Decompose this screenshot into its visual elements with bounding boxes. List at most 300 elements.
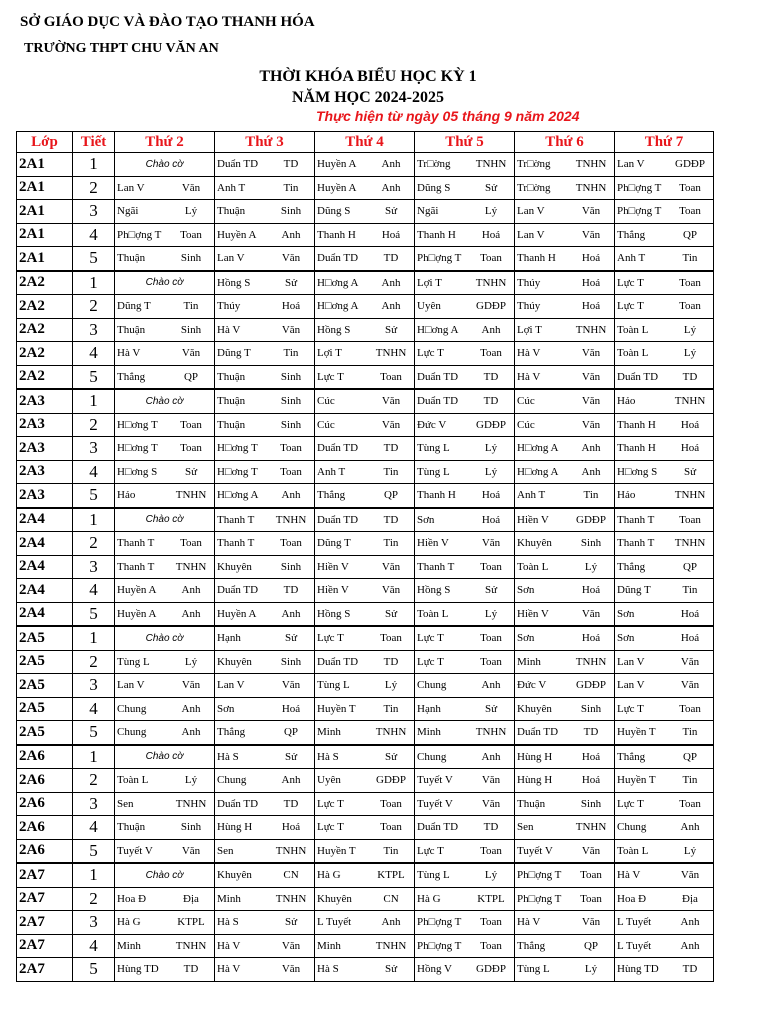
subject-name: Lý [484,205,498,218]
table-row [17,863,714,887]
lesson-cell [415,532,515,556]
table-row [17,365,714,389]
lesson-cell [315,887,415,911]
lesson-cell [215,437,315,461]
table-row [17,342,714,366]
subject-name: Văn [281,963,301,976]
teacher-name: Lực T [317,797,344,810]
lesson-cell [415,769,515,793]
lesson-cell [415,176,515,200]
period-cell: 4 [73,223,115,247]
subject-name: Anh [680,916,700,929]
lesson-cell [615,247,714,271]
teacher-name: Huyền A [117,607,157,620]
table-row [17,579,714,603]
lesson-cell [315,460,415,484]
teacher-name: Ph□ợng T [117,228,162,241]
lesson-cell [515,792,615,816]
period-cell: 1 [73,863,115,887]
teacher-name: H□ơng A [217,489,259,502]
period-cell: 3 [73,200,115,224]
teacher-name: Lan V [117,181,145,194]
table-row [17,602,714,626]
table-row [17,721,714,745]
lesson-cell [615,863,714,887]
teacher-name: Hà G [317,869,341,882]
teacher-name: L Tuyết [617,916,652,929]
subject-name: TD [383,513,399,526]
teacher-name: Lợi T [517,323,542,336]
lesson-cell [515,674,615,698]
class-cell: 2A1 [17,247,73,271]
lesson-cell [315,247,415,271]
lesson-cell [315,200,415,224]
subject-name: Hoá [680,442,700,455]
lesson-cell [315,176,415,200]
lesson-cell [615,674,714,698]
class-cell: 2A7 [17,911,73,935]
teacher-name: Hồng V [417,963,452,976]
subject-name: Hoá [680,632,700,645]
lesson-cell [115,626,215,650]
lesson-cell [215,626,315,650]
lesson-cell [215,318,315,342]
lesson-cell [315,792,415,816]
teacher-name: Lực T [417,844,444,857]
class-cell: 2A6 [17,792,73,816]
subject-name: Toan [679,276,701,289]
subject-name: Văn [181,347,201,360]
lesson-cell [515,532,615,556]
subject-name: Văn [481,774,501,787]
subject-name: Sinh [580,797,602,810]
period-cell: 1 [73,153,115,177]
lesson-cell [215,816,315,840]
class-cell: 2A7 [17,887,73,911]
teacher-name: H□ơng A [517,442,559,455]
subject-name: Toan [480,632,502,645]
subject-name: QP [183,370,199,383]
teacher-name: Lực T [617,276,644,289]
period-cell: 4 [73,816,115,840]
lesson-cell [315,674,415,698]
teacher-name: Hiền V [517,513,549,526]
teacher-name: Sơn [217,702,235,715]
lesson-cell [315,437,415,461]
lesson-cell [515,389,615,413]
lesson-cell [515,769,615,793]
teacher-name: Toàn L [617,323,649,336]
subject-name: TD [682,370,698,383]
col-header-thu5: Thứ 5 [415,132,515,153]
teacher-name: Lực T [417,655,444,668]
lesson-cell [215,911,315,935]
subject-name: Toan [679,797,701,810]
class-cell: 2A1 [17,153,73,177]
teacher-name: Thanh T [617,537,655,550]
class-cell: 2A6 [17,839,73,863]
subject-name: Toan [679,205,701,218]
lesson-cell [515,342,615,366]
lesson-cell [615,271,714,295]
lesson-cell [315,295,415,319]
lesson-cell [215,650,315,674]
subject-name: Lý [184,655,198,668]
subject-name: Văn [581,418,601,431]
subject-name: TNHN [475,158,507,171]
lesson-cell [415,223,515,247]
subject-name: CN [283,869,299,882]
lesson-cell [615,839,714,863]
flag-ceremony-label: Chào cờ [145,632,184,644]
teacher-name: Ph□ợng T [617,181,662,194]
subject-name: Toan [480,844,502,857]
teacher-name: Duẩn TD [417,821,459,834]
subject-name: Anh [381,916,401,929]
class-cell: 2A7 [17,958,73,982]
timetable-header-row [17,132,714,153]
lesson-cell [615,437,714,461]
lesson-cell [215,247,315,271]
effective-date: Thực hiện từ ngày 05 tháng 9 năm 2024 [316,108,580,124]
subject-name: Hoá [481,228,501,241]
lesson-cell [115,958,215,982]
subject-name: Văn [581,607,601,620]
teacher-name: Duẩn TD [217,584,259,597]
subject-name: Toan [380,797,402,810]
lesson-cell [115,792,215,816]
subject-name: Sử [384,963,398,976]
col-header-thu7: Thứ 7 [615,132,714,153]
teacher-name: Minh [517,655,541,668]
teacher-name: Lực T [317,370,344,383]
col-header-thu2: Thứ 2 [115,132,215,153]
class-cell: 2A4 [17,602,73,626]
table-row [17,271,714,295]
lesson-cell [115,911,215,935]
teacher-name: Cúc [317,418,335,431]
teacher-name: Dũng T [117,300,151,313]
lesson-cell [115,223,215,247]
subject-name: Toan [180,228,202,241]
subject-name: TD [283,797,299,810]
teacher-name: Ph□ợng T [517,869,562,882]
lesson-cell [315,745,415,769]
subject-name: GDĐP [675,158,705,171]
teacher-name: Hạnh [417,702,441,715]
lesson-cell [215,839,315,863]
teacher-name: Khuyên [517,537,552,550]
period-cell: 4 [73,579,115,603]
subject-name: TD [183,963,199,976]
teacher-name: Hảo [617,395,636,408]
teacher-name: Thanh H [617,418,656,431]
lesson-cell [515,153,615,177]
class-cell: 2A1 [17,200,73,224]
subject-name: Văn [181,181,201,194]
table-row [17,508,714,532]
col-header-thu3: Thứ 3 [215,132,315,153]
period-cell: 4 [73,697,115,721]
subject-name: TNHN [475,276,507,289]
lesson-cell [415,413,515,437]
lesson-cell [515,484,615,508]
subject-name: Sinh [580,537,602,550]
subject-name: Hoá [381,228,401,241]
subject-name: Toan [280,465,302,478]
lesson-cell [415,674,515,698]
lesson-cell [215,295,315,319]
teacher-name: Sen [517,821,534,834]
teacher-name: Lực T [317,632,344,645]
subject-name: KTPL [177,916,205,929]
lesson-cell [415,887,515,911]
table-row [17,176,714,200]
lesson-cell [215,342,315,366]
lesson-cell [315,697,415,721]
lesson-cell [115,863,215,887]
teacher-name: L Tuyết [617,939,652,952]
subject-name: Lý [683,844,697,857]
lesson-cell [215,365,315,389]
teacher-name: Thuận [217,418,246,431]
teacher-name: Sơn [517,632,535,645]
subject-name: Lý [484,442,498,455]
lesson-cell [615,816,714,840]
class-cell: 2A3 [17,437,73,461]
subject-name: GDĐP [476,300,506,313]
lesson-cell [515,839,615,863]
lesson-cell [615,769,714,793]
subject-name: Sử [484,702,498,715]
lesson-cell [615,650,714,674]
lesson-cell [215,745,315,769]
teacher-name: Ph□ợng T [417,252,462,265]
subject-name: QP [383,489,399,502]
table-row [17,532,714,556]
lesson-cell [415,792,515,816]
subject-name: TD [483,395,499,408]
subject-name: Lý [184,205,198,218]
subject-name: Toan [480,916,502,929]
period-cell: 3 [73,674,115,698]
subject-name: Sinh [280,560,302,573]
teacher-name: Thanh T [617,513,655,526]
subject-name: Văn [680,869,700,882]
teacher-name: Toàn L [417,607,449,620]
lesson-cell [515,745,615,769]
lesson-cell [415,650,515,674]
teacher-name: Hà V [617,869,641,882]
lesson-cell [215,792,315,816]
period-cell: 5 [73,958,115,982]
teacher-name: Huyền T [617,774,656,787]
subject-name: Toan [180,418,202,431]
lesson-cell [515,626,615,650]
subject-name: Tin [383,702,399,715]
lesson-cell [215,460,315,484]
lesson-cell [615,745,714,769]
flag-ceremony-label: Chào cờ [145,395,184,407]
subject-name: Lý [384,679,398,692]
lesson-cell [415,816,515,840]
subject-name: Văn [281,939,301,952]
subject-name: Toan [180,442,202,455]
lesson-cell [215,863,315,887]
teacher-name: Huyền A [217,607,257,620]
lesson-cell [515,318,615,342]
subject-name: Hoá [581,632,601,645]
subject-name: Văn [281,679,301,692]
subject-name: TD [383,442,399,455]
period-cell: 2 [73,769,115,793]
teacher-name: Hà G [417,892,441,905]
subject-name: Anh [481,750,501,763]
teacher-name: Minh [217,892,241,905]
lesson-cell [615,697,714,721]
period-cell: 3 [73,318,115,342]
lesson-cell [115,745,215,769]
lesson-cell [115,769,215,793]
class-cell: 2A6 [17,769,73,793]
lesson-cell [415,745,515,769]
period-cell: 1 [73,745,115,769]
teacher-name: Thanh H [317,228,356,241]
subject-name: Hoá [281,702,301,715]
subject-name: TNHN [575,821,607,834]
subject-name: Anh [581,465,601,478]
teacher-name: Thanh T [417,560,455,573]
subject-name: Anh [181,702,201,715]
lesson-cell [515,579,615,603]
teacher-name: Lực T [617,702,644,715]
lesson-cell [215,721,315,745]
teacher-name: Tuyết V [417,774,453,787]
teacher-name: Thắng [517,939,546,952]
class-cell: 2A4 [17,555,73,579]
teacher-name: Lan V [217,679,245,692]
lesson-cell [215,555,315,579]
table-row [17,792,714,816]
period-cell: 5 [73,602,115,626]
timetable-body [17,153,714,982]
teacher-name: Hạnh [217,632,241,645]
class-cell: 2A6 [17,816,73,840]
lesson-cell [515,650,615,674]
subject-name: Tin [682,774,698,787]
lesson-cell [615,200,714,224]
teacher-name: Cúc [317,395,335,408]
class-cell: 2A6 [17,745,73,769]
lesson-cell [515,508,615,532]
teacher-name: Chung [217,774,247,787]
subject-name: Lý [184,774,198,787]
subject-name: TNHN [175,939,207,952]
period-cell: 3 [73,555,115,579]
lesson-cell [415,271,515,295]
teacher-name: Thuận [117,323,146,336]
lesson-cell [215,223,315,247]
subject-name: Văn [581,395,601,408]
lesson-cell [615,958,714,982]
lesson-cell [315,958,415,982]
lesson-cell [615,887,714,911]
teacher-name: Hoa Đ [617,892,647,905]
subject-name: Anh [281,228,301,241]
lesson-cell [115,721,215,745]
subject-name: Tin [682,252,698,265]
teacher-name: Duẩn TD [317,513,359,526]
teacher-name: Lực T [617,797,644,810]
teacher-name: Thanh H [417,228,456,241]
subject-name: TD [383,252,399,265]
subject-name: TNHN [175,560,207,573]
period-cell: 3 [73,911,115,935]
teacher-name: Thanh T [117,537,155,550]
teacher-name: Anh T [317,465,346,478]
teacher-name: Tùng L [117,655,150,668]
subject-name: Anh [381,300,401,313]
teacher-name: Sơn [617,607,635,620]
period-cell: 3 [73,792,115,816]
teacher-name: Ph□ợng T [517,892,562,905]
lesson-cell [315,816,415,840]
table-row [17,934,714,958]
subject-name: Lý [683,323,697,336]
lesson-cell [515,176,615,200]
class-cell: 2A5 [17,626,73,650]
teacher-name: Thuận [117,821,146,834]
teacher-name: Hùng H [217,821,253,834]
teacher-name: Hiền V [317,584,349,597]
lesson-cell [215,153,315,177]
subject-name: TD [682,963,698,976]
subject-name: Toan [180,537,202,550]
lesson-cell [615,532,714,556]
lesson-cell [615,626,714,650]
lesson-cell [615,413,714,437]
class-cell: 2A1 [17,176,73,200]
lesson-cell [615,579,714,603]
subject-name: Sử [284,750,298,763]
lesson-cell [215,602,315,626]
subject-name: Sinh [280,655,302,668]
teacher-name: Lợi T [317,347,342,360]
lesson-cell [615,721,714,745]
teacher-name: Thuận [517,797,546,810]
period-cell: 2 [73,887,115,911]
period-cell: 1 [73,271,115,295]
teacher-name: Sơn [517,584,535,597]
teacher-name: Huyền A [117,584,157,597]
class-cell: 2A1 [17,223,73,247]
subject-name: TNHN [575,158,607,171]
teacher-name: Hà S [317,750,339,763]
lesson-cell [515,887,615,911]
teacher-name: Huyền A [317,181,357,194]
subject-name: GDĐP [576,679,606,692]
subject-name: Văn [181,679,201,692]
subject-name: Văn [581,370,601,383]
class-cell: 2A5 [17,721,73,745]
teacher-name: Dũng T [317,537,351,550]
subject-name: Hoá [680,418,700,431]
lesson-cell [615,176,714,200]
teacher-name: H□ơng S [617,465,658,478]
lesson-cell [115,532,215,556]
teacher-name: Hà V [217,939,241,952]
subject-name: Văn [281,323,301,336]
